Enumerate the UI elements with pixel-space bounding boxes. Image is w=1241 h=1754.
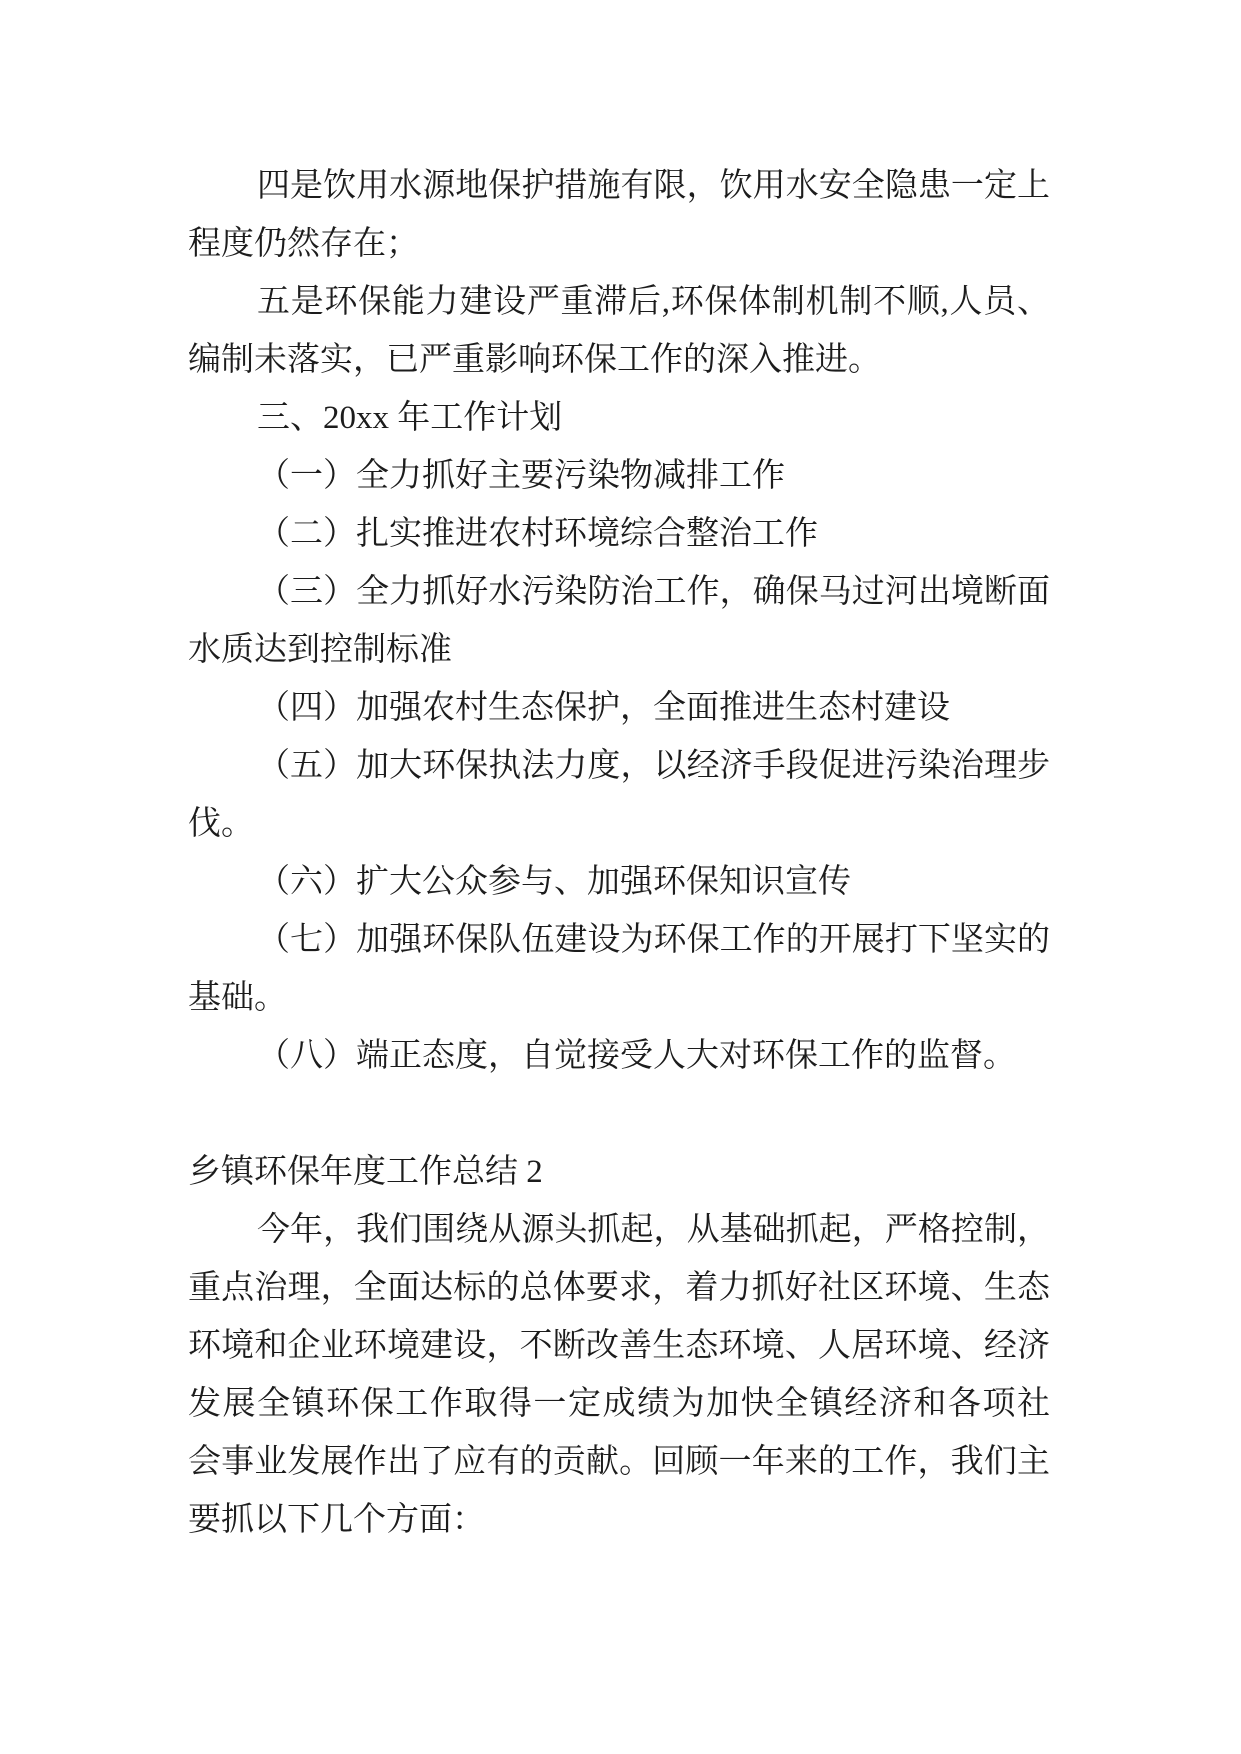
doc-line: 重点治理，全面达标的总体要求，着力抓好社区环境、生态 (188, 1270, 1050, 1306)
doc-line-list-item: （五）加大环保执法力度，以经济手段促进污染治理步 (257, 748, 1050, 784)
doc-line-list-item: （七）加强环保队伍建设为环保工作的开展打下坚实的 (257, 922, 1050, 958)
doc-line-heading: 三、20xx 年工作计划 (257, 400, 563, 436)
document-text-block (188, 157, 1050, 1549)
doc-line-list-item: （六）扩大公众参与、加强环保知识宣传 (257, 864, 851, 900)
doc-line-list-item: （一）全力抓好主要污染物减排工作 (257, 458, 785, 494)
doc-line-list-item: （三）全力抓好水污染防治工作，确保马过河出境断面 (257, 574, 1050, 610)
doc-line: 基础。 (188, 980, 287, 1016)
doc-line: 会事业发展作出了应有的贡献。回顾一年来的工作，我们主 (188, 1444, 1050, 1480)
doc-line-list-item: （四）加强农村生态保护，全面推进生态村建设 (257, 690, 950, 726)
section-heading: 乡镇环保年度工作总结 2 (188, 1154, 543, 1190)
doc-line-list-item: （二）扎实推进农村环境综合整治工作 (257, 516, 818, 552)
doc-blank-line (188, 1085, 1050, 1143)
doc-line: 环境和企业环境建设，不断改善生态环境、人居环境、经济 (188, 1328, 1050, 1364)
doc-line: 发展全镇环保工作取得一定成绩为加快全镇经济和各项社 (188, 1386, 1050, 1422)
doc-line-list-item: （八）端正态度，自觉接受人大对环保工作的监督。 (257, 1038, 1016, 1074)
doc-line: 伐。 (188, 806, 254, 842)
doc-line: 五是环保能力建设严重滞后,环保体制机制不顺,人员、 (257, 284, 1050, 320)
doc-line: 程度仍然存在； (188, 226, 419, 262)
doc-line: 要抓以下几个方面： (188, 1502, 485, 1538)
doc-line: 四是饮用水源地保护措施有限，饮用水安全隐患一定上 (257, 168, 1050, 204)
doc-line: 编制未落实，已严重影响环保工作的深入推进。 (188, 342, 881, 378)
doc-line: 今年，我们围绕从源头抓起，从基础抓起，严格控制， (257, 1212, 1050, 1248)
doc-line: 水质达到控制标准 (188, 632, 452, 668)
